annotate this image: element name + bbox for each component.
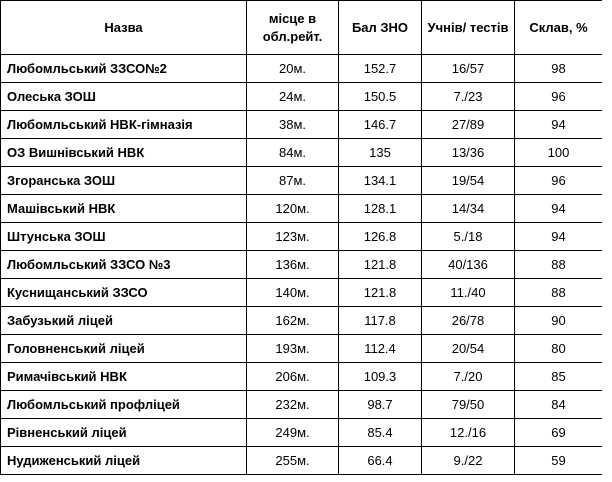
table-row [1,83,603,111]
table-row [1,391,603,419]
students-tests-cell[interactable]: 7./23 [422,83,515,111]
zno-score-cell[interactable]: 117.8 [339,307,422,335]
students-tests-cell[interactable]: 27/89 [422,111,515,139]
zno-score-cell[interactable]: 121.8 [339,279,422,307]
zno-score-cell[interactable]: 135 [339,139,422,167]
rating-place-cell[interactable]: 255м. [247,447,339,475]
pass-percent-cell[interactable]: 88 [515,251,603,279]
school-name-cell[interactable]: Любомльський НВК-гімназія [1,111,247,139]
rating-place-cell[interactable]: 87м. [247,167,339,195]
rating-place-cell[interactable]: 136м. [247,251,339,279]
zno-score-cell[interactable]: 112.4 [339,335,422,363]
pass-percent-cell[interactable]: 88 [515,279,603,307]
table-body [1,55,603,475]
pass-percent-cell[interactable]: 96 [515,167,603,195]
school-name-cell[interactable]: Забузький ліцей [1,307,247,335]
rating-place-cell[interactable]: 84м. [247,139,339,167]
pass-percent-cell[interactable]: 98 [515,55,603,83]
zno-score-cell[interactable]: 85.4 [339,419,422,447]
students-tests-cell[interactable]: 7./20 [422,363,515,391]
students-tests-cell[interactable]: 20/54 [422,335,515,363]
table-row [1,419,603,447]
pass-percent-cell[interactable]: 69 [515,419,603,447]
students-tests-cell[interactable]: 16/57 [422,55,515,83]
rating-place-cell[interactable]: 20м. [247,55,339,83]
zno-score-cell[interactable]: 126.8 [339,223,422,251]
students-tests-cell[interactable]: 79/50 [422,391,515,419]
header-place-line1: місце в [268,10,317,26]
table-row [1,447,603,475]
table-row [1,335,603,363]
students-tests-cell[interactable]: 19/54 [422,167,515,195]
zno-score-cell[interactable]: 150.5 [339,83,422,111]
students-tests-cell[interactable]: 26/78 [422,307,515,335]
pass-percent-cell[interactable]: 59 [515,447,603,475]
students-tests-cell[interactable]: 12./16 [422,419,515,447]
table-row [1,223,603,251]
school-name-cell[interactable]: Любомльський ЗЗСО№2 [1,55,247,83]
school-name-cell[interactable]: Любомльський профліцей [1,391,247,419]
rating-place-cell[interactable]: 120м. [247,195,339,223]
header-score[interactable] [339,1,422,55]
header-students[interactable] [422,1,515,55]
pass-percent-cell[interactable]: 90 [515,307,603,335]
header-students-label: Учнів/ тестів [427,19,509,35]
table-row [1,167,603,195]
sheet-margin [602,0,612,482]
rating-place-cell[interactable]: 232м. [247,391,339,419]
school-name-cell[interactable]: ОЗ Вишнівський НВК [1,139,247,167]
table-row [1,279,603,307]
table-row [1,307,603,335]
zno-score-cell[interactable]: 152.7 [339,55,422,83]
students-tests-cell[interactable]: 11./40 [422,279,515,307]
zno-score-cell[interactable]: 109.3 [339,363,422,391]
school-name-cell[interactable]: Головненський ліцей [1,335,247,363]
school-name-cell[interactable]: Куснищанський ЗЗСО [1,279,247,307]
school-name-cell[interactable]: Згоранська ЗОШ [1,167,247,195]
table-row [1,251,603,279]
rating-place-cell[interactable]: 162м. [247,307,339,335]
table-row [1,111,603,139]
school-name-cell[interactable]: Нудиженський ліцей [1,447,247,475]
header-place-line2: обл.рейт. [262,28,323,44]
school-name-cell[interactable]: Рівненський ліцей [1,419,247,447]
pass-percent-cell[interactable]: 100 [515,139,603,167]
school-name-cell[interactable]: Любомльський ЗЗСО №3 [1,251,247,279]
rating-place-cell[interactable]: 249м. [247,419,339,447]
header-score-label: Бал ЗНО [351,19,409,35]
header-pass[interactable] [515,1,603,55]
school-name-cell[interactable]: Штунська ЗОШ [1,223,247,251]
pass-percent-cell[interactable]: 96 [515,83,603,111]
table-row [1,139,603,167]
zno-score-cell[interactable]: 66.4 [339,447,422,475]
table-row [1,55,603,83]
header-name-label: Назва [104,19,143,35]
students-tests-cell[interactable]: 14/34 [422,195,515,223]
table-row [1,363,603,391]
rating-place-cell[interactable]: 123м. [247,223,339,251]
zno-score-cell[interactable]: 98.7 [339,391,422,419]
pass-percent-cell[interactable]: 94 [515,195,603,223]
rating-place-cell[interactable]: 38м. [247,111,339,139]
students-tests-cell[interactable]: 13/36 [422,139,515,167]
zno-score-cell[interactable]: 128.1 [339,195,422,223]
header-place[interactable] [247,1,339,55]
school-name-cell[interactable]: Машівський НВК [1,195,247,223]
zno-score-cell[interactable]: 121.8 [339,251,422,279]
pass-percent-cell[interactable]: 84 [515,391,603,419]
pass-percent-cell[interactable]: 94 [515,111,603,139]
students-tests-cell[interactable]: 5./18 [422,223,515,251]
pass-percent-cell[interactable]: 80 [515,335,603,363]
zno-score-cell[interactable]: 146.7 [339,111,422,139]
school-name-cell[interactable]: Римачівський НВК [1,363,247,391]
header-name[interactable] [1,1,247,55]
pass-percent-cell[interactable]: 85 [515,363,603,391]
rating-place-cell[interactable]: 193м. [247,335,339,363]
rating-place-cell[interactable]: 24м. [247,83,339,111]
rating-place-cell[interactable]: 206м. [247,363,339,391]
table-row [1,195,603,223]
header-pass-label: Склав, % [529,19,588,35]
pass-percent-cell[interactable]: 94 [515,223,603,251]
header-row [1,1,603,55]
zno-score-cell[interactable]: 134.1 [339,167,422,195]
rating-place-cell[interactable]: 140м. [247,279,339,307]
students-tests-cell[interactable]: 9./22 [422,447,515,475]
students-tests-cell[interactable]: 40/136 [422,251,515,279]
school-name-cell[interactable]: Олеська ЗОШ [1,83,247,111]
